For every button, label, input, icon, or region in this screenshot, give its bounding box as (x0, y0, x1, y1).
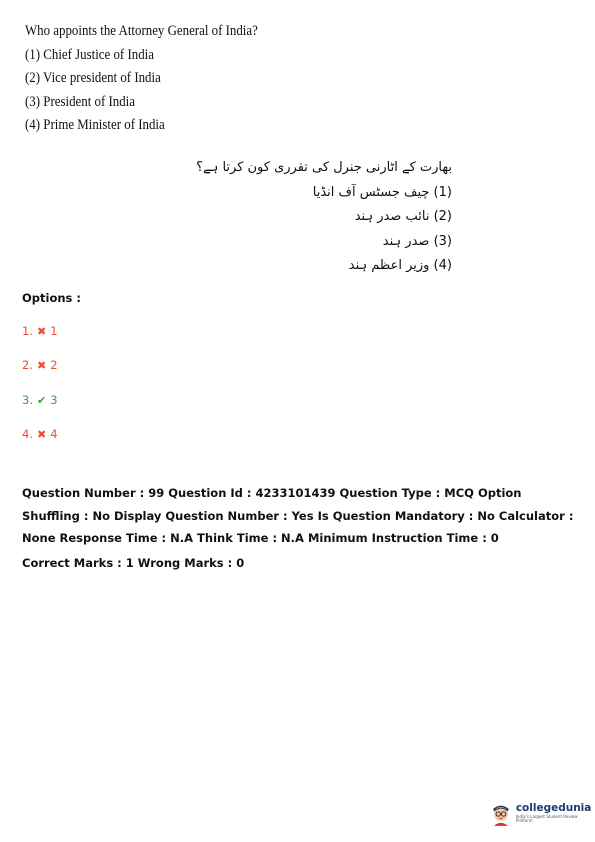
brand-logo (490, 800, 595, 826)
option-value: 4 (50, 427, 58, 441)
answer-option-3 (22, 393, 58, 407)
option-number: 4. (22, 427, 33, 441)
option-value: 2 (50, 358, 58, 372)
metadata-text: Question Number : 99 Question Id : 4233101439 Question Type : MCQ Option Shuffling : No Display Question Number : Yes Is Question Mandatory : No Calculator : None Response Time : N.A Think Time : N.A Minimum Instruction Time : 0 (22, 486, 574, 545)
option-text-2: (2) Vice president of India (25, 70, 161, 86)
cross-icon: ✖ (36, 427, 47, 441)
brand-tagline: India's Largest Student Review Platform (515, 814, 578, 824)
option-text-1: (1) Chief Justice of India (25, 46, 154, 63)
option-text-urdu-2: (2) نائب صدر ہند (354, 209, 452, 224)
question-text: Who appoints the Attorney General of India? (25, 23, 258, 39)
option-text-urdu-3: (3) صدر ہند (382, 233, 452, 249)
answer-option-1 (22, 324, 58, 338)
option-text-urdu-4: (4) وزیر اعظم ہند (348, 258, 452, 273)
brand-name: collegedunia (515, 801, 592, 814)
option-number: 2. (22, 358, 33, 372)
option-number: 1. (22, 324, 33, 338)
logo-text (516, 803, 595, 824)
question-text-urdu: بھارت کے اٹارنی جنرل کی تقرری کون کرتا ہے؟ (196, 160, 452, 175)
option-value: 3 (50, 393, 58, 407)
answer-option-2 (22, 358, 58, 372)
option-number: 3. (22, 393, 33, 407)
student-mascot-icon (490, 800, 512, 826)
option-value: 1 (50, 324, 58, 338)
option-text-3: (3) President of India (25, 93, 135, 110)
check-icon: ✔ (36, 393, 47, 407)
cross-icon: ✖ (36, 324, 47, 338)
marks-info: Correct Marks : 1 Wrong Marks : 0 (22, 556, 245, 570)
options-heading: Options : (22, 291, 81, 305)
option-text-urdu-1: (1) چیف جسٹس آف انڈیا (312, 184, 452, 200)
question-english (25, 20, 258, 138)
option-text-4: (4) Prime Minister of India (25, 117, 165, 133)
question-urdu (196, 156, 452, 279)
question-metadata (22, 482, 582, 550)
cross-icon: ✖ (36, 358, 47, 372)
answer-option-4 (22, 427, 58, 441)
